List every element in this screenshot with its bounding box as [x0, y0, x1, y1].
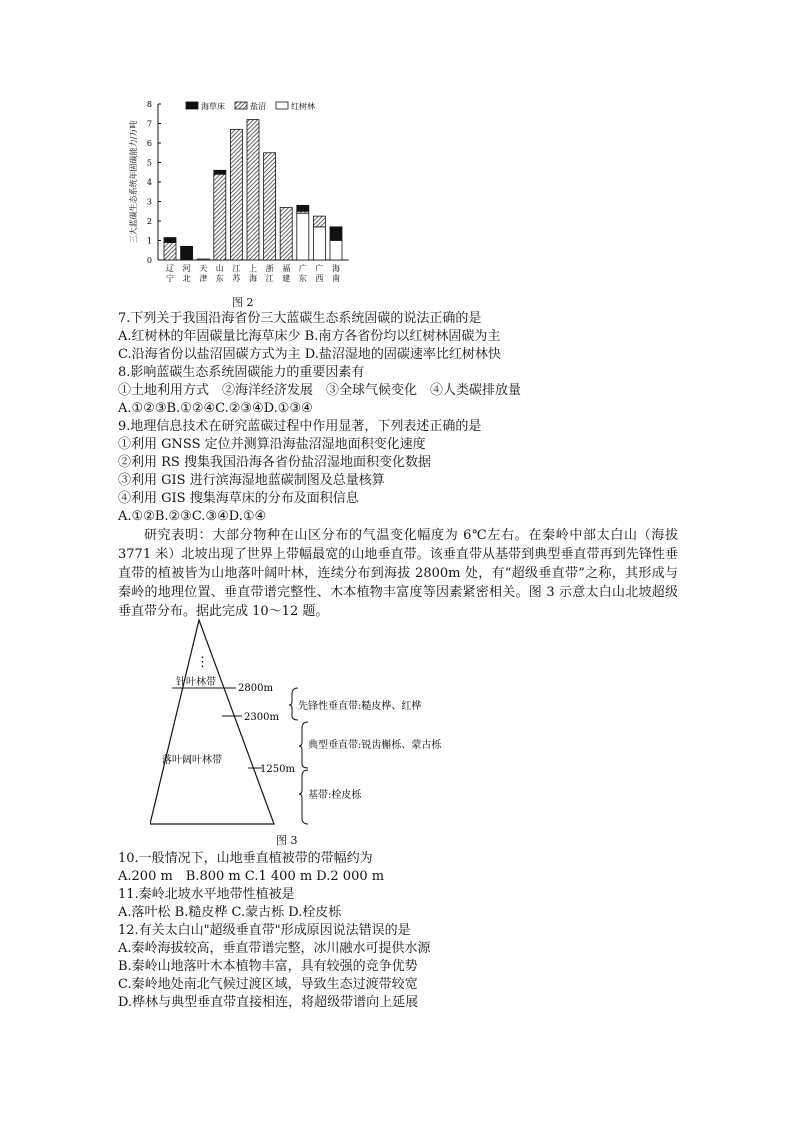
legend-label: 海草床	[201, 102, 225, 111]
band-pioneer-label: 先锋性垂直带:糙皮桦、红桦	[298, 701, 422, 712]
bar-segment	[247, 120, 259, 260]
bar-segment	[214, 174, 226, 260]
x-tick-label: 西	[315, 274, 324, 283]
bar-segment	[297, 213, 309, 260]
question-10-options: A.200 m B.800 m C.1 400 m D.2 000 m	[118, 869, 385, 884]
figure-2-chart	[128, 92, 368, 292]
x-tick-label: 天	[199, 264, 208, 273]
bar-segment	[164, 242, 176, 260]
question-7-options-cd: C.沿海省份以盐沼固碳方式为主 D.盐沼湿地的固碳速率比红树林快	[118, 347, 501, 362]
question-12-option-d: D.桦林与典型垂直带直接相连，将超级带谱向上延展	[118, 995, 419, 1010]
question-9-options: A.①②B.②③C.③④D.①④	[118, 509, 267, 524]
elev-1250-label: 1250m	[260, 764, 295, 775]
bar-segment	[164, 238, 176, 243]
y-tick-label: 5	[146, 158, 152, 168]
x-tick-label: 海	[249, 274, 257, 283]
zone-dots: ⋮	[196, 655, 209, 670]
question-12-option-a: A.秦岭海拔较高，垂直带谱完整，冰川融水可提供水源	[118, 941, 431, 956]
brace-pioneer	[289, 688, 298, 720]
question-8-options: A.①②③B.①②④C.②③④D.①③④	[118, 401, 313, 416]
legend-swatch	[276, 102, 288, 109]
question-8-items: ①土地利用方式 ②海洋经济发展 ③全球气候变化 ④人类碳排放量	[118, 383, 522, 398]
zone-conifer-label: 针叶林带	[176, 677, 216, 688]
x-tick-label: 福	[282, 264, 291, 273]
question-11-options: A.落叶松 B.糙皮桦 C.蒙古栎 D.栓皮栎	[118, 905, 342, 920]
bar-segment	[313, 216, 325, 227]
x-tick-label: 东	[298, 274, 307, 283]
x-tick-label: 东	[215, 274, 224, 283]
bar-segment	[297, 205, 309, 211]
y-tick-label: 8	[146, 100, 152, 109]
reading-passage: 研究表明：大部分物种在山区分布的气温变化幅度为 6℃左右。在秦岭中部太白山（海拔 3771 米）北坡出现了世界上带幅最宽的山地垂直带。该垂直带从基带到典型垂直带再到先锋性垂直带的植被皆为山地落叶阔叶林，连续分布到海拔 2800m 处，有“超级垂直带”之称，其形成与秦岭的地理位置、垂直带谱完整性、木本植物丰富度等因素紧密相关。图 3 示意太白山北坡超级垂直带分布。据此完成 10～12 题。	[118, 528, 678, 619]
y-tick-label: 4	[146, 178, 152, 187]
bar-segment	[330, 227, 342, 240]
x-tick-label: 河	[182, 264, 191, 273]
x-tick-label: 广	[315, 264, 324, 273]
bar-segment	[280, 207, 292, 260]
y-tick-label: 2	[146, 217, 152, 226]
legend-label: 红树林	[291, 102, 315, 111]
y-axis-label: 三大蓝碳生态系统年固碳能力/万吨	[129, 120, 138, 244]
y-tick-label: 7	[146, 119, 152, 129]
legend-label: 盐沼	[250, 102, 266, 111]
elev-2800-label: 2800m	[238, 683, 273, 694]
x-tick-label: 宁	[166, 274, 174, 283]
x-tick-label: 南	[332, 274, 340, 283]
question-10-stem: 10.一般情况下，山地垂直植被带的带幅约为	[118, 851, 373, 866]
figure-3-caption: 图 3	[276, 834, 298, 847]
question-12-option-c: C.秦岭地处南北气候过渡区域，导致生态过渡带较宽	[118, 977, 418, 992]
y-tick-label: 1	[146, 236, 152, 246]
x-tick-label: 江	[232, 264, 241, 273]
elev-2300-label: 2300m	[244, 712, 279, 723]
bar-segment	[197, 259, 209, 260]
question-11-stem: 11.秦岭北坡水平地带性植被是	[118, 887, 295, 902]
x-tick-label: 海	[332, 264, 340, 273]
band-typical-label: 典型垂直带:锐齿槲栎、蒙古栎	[308, 740, 442, 751]
x-tick-label: 江	[265, 274, 274, 283]
question-9-item-1: ①利用 GNSS 定位并测算沿海盐沼湿地面积变化速度	[118, 437, 426, 452]
x-tick-label: 津	[199, 274, 208, 283]
question-9-item-2: ②利用 RS 搜集我国沿海各省份盐沼湿地面积变化数据	[118, 455, 431, 470]
bar-segment	[230, 129, 242, 260]
x-tick-label: 山	[215, 264, 224, 273]
question-9-item-4: ④利用 GIS 搜集海草床的分布及面积信息	[118, 491, 359, 506]
bar-segment	[313, 227, 325, 260]
x-tick-label: 浙	[265, 264, 274, 273]
brace-typical	[299, 722, 308, 768]
question-7-stem: 7.下列关于我国沿海省份三大蓝碳生态系统固碳的说法正确的是	[118, 311, 482, 326]
question-9-item-3: ③利用 GIS 进行滨海湿地蓝碳制图及总量核算	[118, 473, 385, 488]
figure-2-caption: 图 2	[232, 296, 254, 309]
x-tick-label: 上	[249, 264, 257, 273]
bar-segment	[330, 241, 342, 261]
question-12-stem: 12.有关太白山"超级垂直带"形成原因说法错误的是	[118, 923, 411, 938]
x-tick-label: 苏	[232, 274, 241, 283]
x-tick-label: 广	[298, 264, 307, 273]
brace-base	[299, 770, 308, 824]
y-tick-label: 3	[146, 197, 152, 207]
legend-swatch	[235, 102, 247, 109]
bar-segment	[264, 153, 276, 260]
question-8-stem: 8.影响蓝碳生态系统固碳能力的重要因素有	[118, 365, 365, 380]
figure-3-diagram	[150, 618, 490, 828]
x-tick-label: 北	[182, 274, 191, 283]
y-tick-label: 0	[146, 256, 152, 265]
band-base-label: 基带:栓皮栎	[308, 790, 362, 801]
y-tick-label: 6	[146, 139, 152, 148]
question-9-stem: 9.地理信息技术在研究蓝碳过程中作用显著，下列表述正确的是	[118, 419, 482, 434]
legend-swatch	[186, 102, 198, 109]
bar-segment	[214, 170, 226, 174]
question-7-options-ab: A.红树林的年固碳量比海草床少 B.南方各省份均以红树林固碳为主	[118, 329, 501, 344]
bar-segment	[181, 246, 193, 260]
question-12-option-b: B.秦岭山地落叶木本植物丰富，具有较强的竞争优势	[118, 959, 418, 974]
zone-deciduous-label: 落叶阔叶林带	[162, 755, 222, 766]
x-tick-label: 辽	[166, 264, 174, 273]
x-tick-label: 建	[282, 274, 291, 283]
